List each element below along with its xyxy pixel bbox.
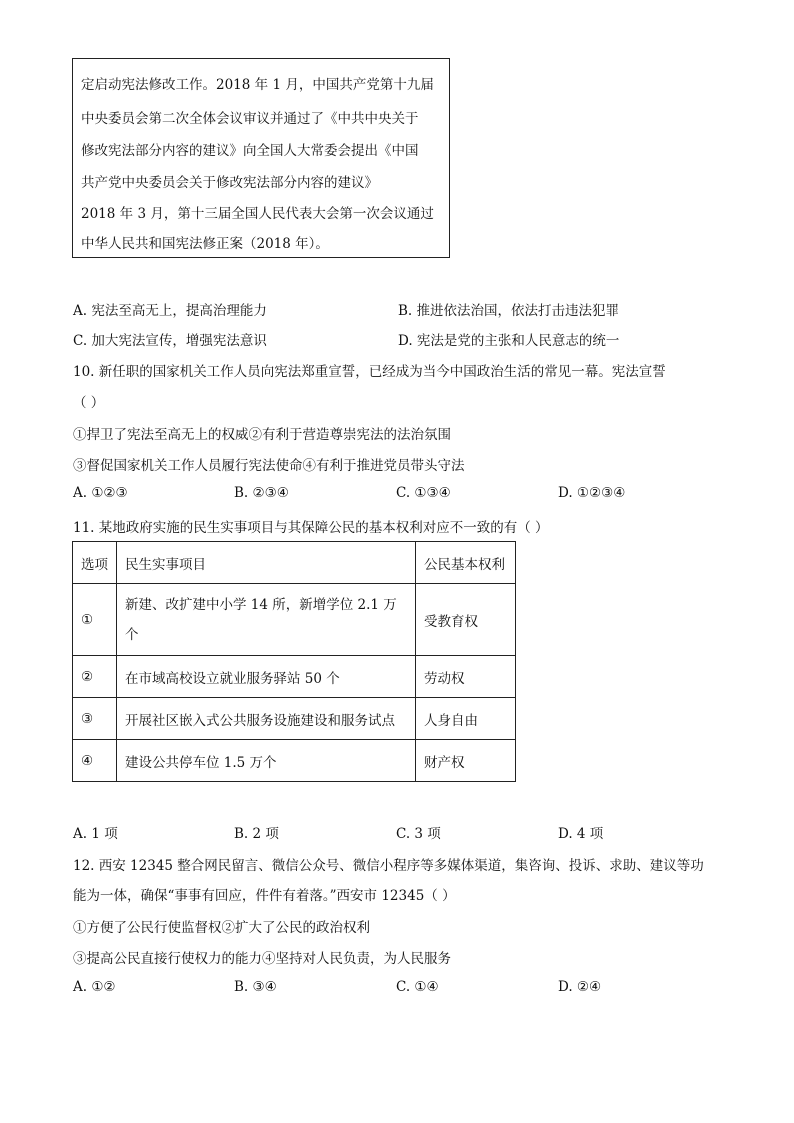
q10-option-b: B. ②③④ (234, 485, 289, 501)
q12-option-b: B. ③④ (234, 979, 277, 995)
q10-stem-paren: （ ） (73, 395, 105, 411)
table-row (73, 740, 516, 782)
q11-stem: 11. 某地政府实施的民生实事项目与其保障公民的基本权利对应不一致的有（ ） (73, 520, 549, 536)
table-cell-project: 开展社区嵌入式公共服务设施建设和服务试点 (117, 698, 416, 740)
q12-option-c: C. ①④ (396, 979, 439, 995)
material-line: 中华人民共和国宪法修正案（2018 年）。 (81, 236, 329, 252)
material-line: 中央委员会第二次全体会议审议并通过了《中共中央关于 (81, 111, 419, 127)
q9-option-b: B. 推进依法治国，依法打击违法犯罪 (398, 303, 620, 319)
table-cell-right: 财产权 (416, 740, 516, 782)
table-cell-right: 人身自由 (416, 698, 516, 740)
table-cell-project: 建设公共停车位 1.5 万个 (117, 740, 416, 782)
table-cell-option: ④ (73, 740, 117, 782)
material-line: 2018 年 3 月，第十三届全国人民代表大会第一次会议通过 (81, 206, 434, 222)
table-cell-right: 劳动权 (416, 656, 516, 698)
table-header-cell: 选项 (73, 542, 117, 584)
material-line: 修改宪法部分内容的建议》向全国人大常委会提出《中国 (81, 143, 419, 159)
table-header-cell: 公民基本权利 (416, 542, 516, 584)
table-cell-line: 个 (125, 626, 139, 643)
table-header-row (73, 542, 516, 584)
table-row (73, 698, 516, 740)
table-cell-project: 在市域高校设立就业服务驿站 50 个 (117, 656, 416, 698)
table-cell-option: ② (73, 656, 117, 698)
material-line: 共产党中央委员会关于修改宪法部分内容的建议》 (81, 175, 378, 191)
q11-table (72, 541, 516, 782)
table-cell-option: ① (73, 584, 117, 656)
q10-option-a: A. ①②③ (73, 485, 128, 501)
q9-option-d: D. 宪法是党的主张和人民意志的统一 (398, 333, 620, 349)
q10-item: ③督促国家机关工作人员履行宪法使命④有利于推进党员带头守法 (73, 458, 465, 474)
q12-item: ①方便了公民行使监督权②扩大了公民的政治权利 (73, 920, 370, 936)
q11-option-a: A. 1 项 (73, 826, 118, 842)
table-row (73, 656, 516, 698)
q10-stem: 10. 新任职的国家机关工作人员向宪法郑重宣誓，已经成为当今中国政治生活的常见一幕。宪法宣誓 (73, 364, 666, 380)
table-row (73, 584, 516, 656)
material-line: 定启动宪法修改工作。2018 年 1 月，中国共产党第十九届 (81, 77, 434, 93)
table-cell-line: 新建、改扩建中小学 14 所，新增学位 2.1 万 (125, 596, 397, 613)
q9-option-a: A. 宪法至高无上，提高治理能力 (73, 303, 267, 319)
q9-option-c: C. 加大宪法宣传，增强宪法意识 (73, 333, 267, 349)
table-cell-project (117, 584, 416, 656)
q11-option-d: D. 4 项 (558, 826, 604, 842)
q10-item: ①捍卫了宪法至高无上的权威②有利于营造尊崇宪法的法治氛围 (73, 427, 451, 443)
material-box (72, 58, 450, 258)
table-header-cell: 民生实事项目 (117, 542, 416, 584)
table-cell-right: 受教育权 (416, 584, 516, 656)
q10-option-d: D. ①②③④ (558, 485, 626, 501)
q12-stem: 12. 西安 12345 整合网民留言、微信公众号、微信小程序等多媒体渠道，集咨询、投诉、求助、建议等功 (73, 858, 704, 874)
table-cell-option: ③ (73, 698, 117, 740)
q12-option-a: A. ①② (73, 979, 116, 995)
q12-option-d: D. ②④ (558, 979, 602, 995)
q12-item: ③提高公民直接行使权力的能力④坚持对人民负责，为人民服务 (73, 951, 451, 967)
q11-option-c: C. 3 项 (396, 826, 441, 842)
q10-option-c: C. ①③④ (396, 485, 451, 501)
q11-option-b: B. 2 项 (234, 826, 279, 842)
q12-stem: 能为一体，确保“事事有回应，件件有着落。”西安市 12345（ ） (73, 888, 456, 904)
